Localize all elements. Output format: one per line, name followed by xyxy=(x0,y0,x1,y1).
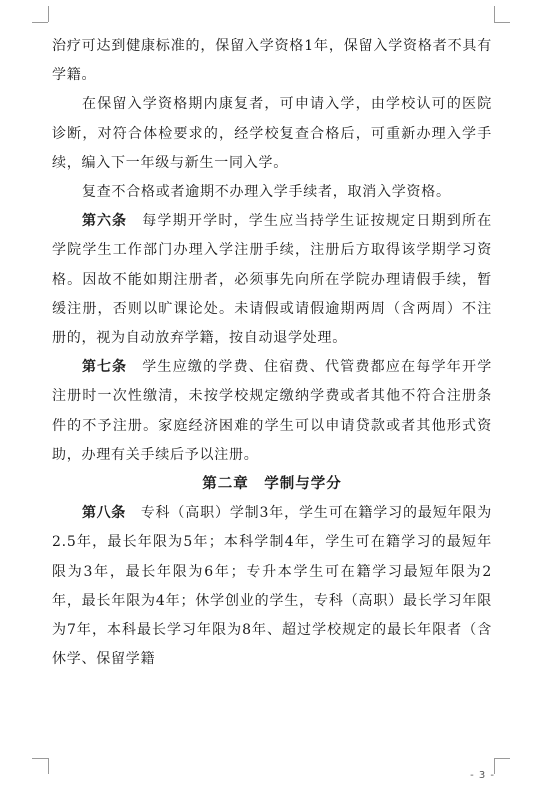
paragraph xyxy=(52,178,492,207)
paragraph-text: 在保留入学资格期内康复者，可申请入学，由学校认可的医院诊断，对符合体检要求的，经学校复查合格后，可重新办理入学手续，编入下一年级与新生一同入学。 xyxy=(52,96,492,171)
article-6-paragraph xyxy=(52,207,492,353)
paragraph-text: 每学期开学时，学生应当持学生证按规定日期到所在学院学生工作部门办理入学注册手续，注册后方取得该学期学习资格。因故不能如期注册者，必须事先向所在学院办理请假手续，暂缓注册，否则以旷课论处。未请假或请假逾期两周（含两周）不注册的，视为自动放弃学籍，按自动退学处理。 xyxy=(52,213,493,347)
paragraph-text: 专科（高职）学制3年，学生可在籍学习的最短年限为2.5年，最长年限为5年；本科学制4年，学生可在籍学习的最短年限为3年，最长年限为6年；专升本学生可在籍学习最短年限为2年，最长年限为4年；休学创业的学生，专科（高职）最长学习年限为7年，本科最长学习年限为8年、超过学校规定的最长年限者（含休学、保留学籍 xyxy=(52,505,493,668)
paragraph-continued xyxy=(52,32,492,90)
article-7-paragraph xyxy=(52,353,492,470)
crop-mark-bottom-right-h xyxy=(494,758,510,759)
crop-mark-top-right-v xyxy=(494,6,495,22)
crop-mark-bottom-left-v xyxy=(48,758,49,774)
article-title: 第六条 xyxy=(82,213,127,230)
crop-mark-bottom-left-h xyxy=(32,758,48,759)
article-title: 第七条 xyxy=(82,359,127,376)
article-8-paragraph xyxy=(52,499,492,674)
article-title: 第八条 xyxy=(82,505,126,522)
crop-mark-top-right-h xyxy=(494,22,510,23)
page-number: - 3 - xyxy=(470,770,495,781)
paragraph-text: 学生应缴的学费、住宿费、代管费都应在每学年开学注册时一次性缴清，未按学校规定缴纳学费或者其他不符合注册条件的不予注册。家庭经济困难的学生可以申请贷款或者其他形式资助，办理有关手续后予以注册。 xyxy=(52,359,493,463)
paragraph xyxy=(52,90,492,178)
crop-mark-top-left-v xyxy=(48,6,49,22)
document-body xyxy=(52,32,492,674)
paragraph-text: 治疗可达到健康标准的，保留入学资格1年，保留入学资格者不具有学籍。 xyxy=(52,38,492,84)
paragraph-text: 复查不合格或者逾期不办理入学手续者，取消入学资格。 xyxy=(82,184,451,201)
crop-mark-top-left-h xyxy=(32,22,48,23)
chapter-heading: 第二章 学制与学分 xyxy=(202,476,342,493)
